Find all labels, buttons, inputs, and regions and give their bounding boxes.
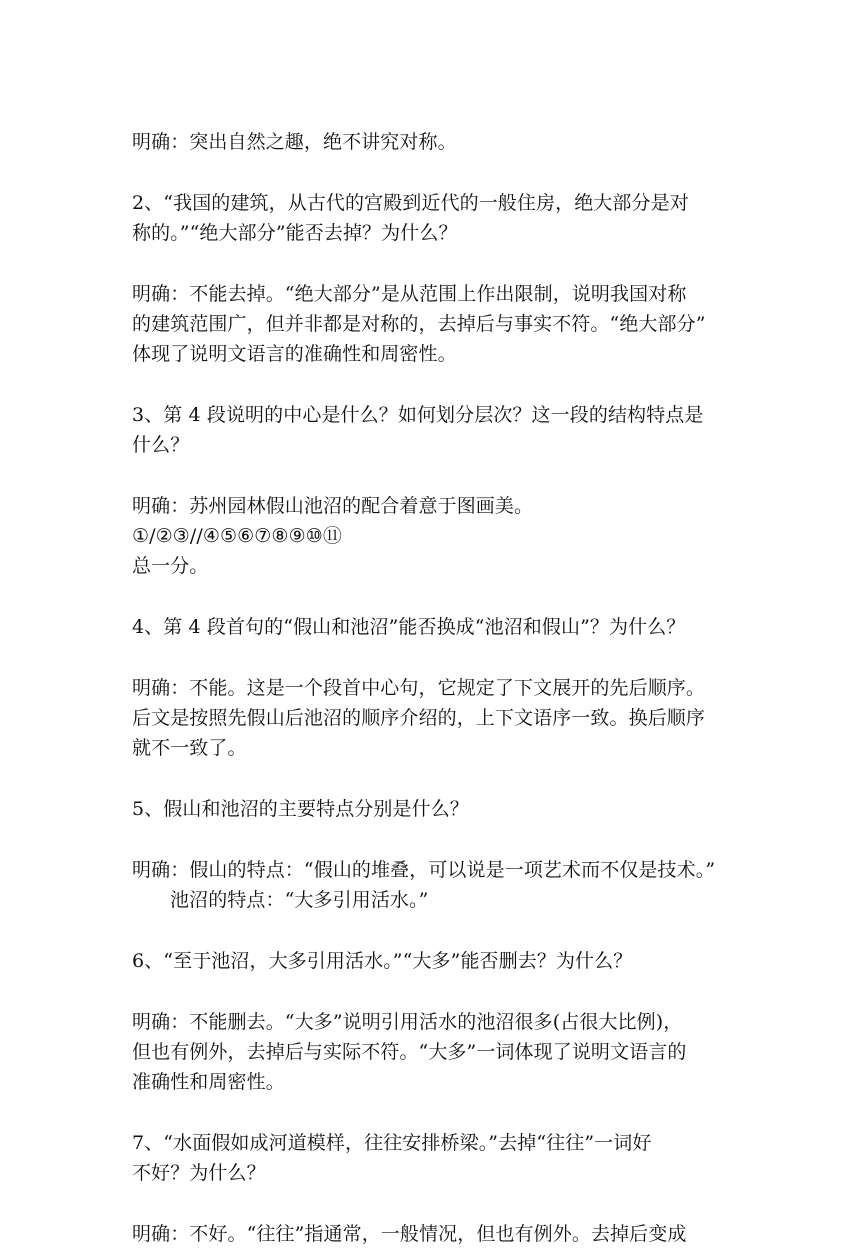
- text-line: 2、“我国的建筑，从古代的宫殿到近代的一般住房，绝大部分是对: [132, 192, 689, 214]
- question-paragraph-2: [132, 188, 730, 248]
- question-paragraph-6: [132, 946, 730, 976]
- text-line: 体现了说明文语言的准确性和周密性。: [132, 343, 457, 365]
- answer-paragraph-5: [132, 855, 730, 915]
- text-line: ①/②③//④⑤⑥⑦⑧⑨⑩⑪: [132, 525, 342, 547]
- paragraph-gap: [132, 824, 730, 855]
- text-line: 但也有例外，去掉后与实际不符。“大多”一词体现了说明文语言的: [132, 1041, 687, 1063]
- answer-paragraph-2: [132, 279, 730, 369]
- answer-paragraph-3: [132, 491, 730, 581]
- paragraph-gap: [132, 581, 730, 612]
- paragraph-gap: [132, 1097, 730, 1128]
- question-paragraph-4: [132, 612, 730, 642]
- text-line: 明确：不能。这是一个段首中心句，它规定了下文展开的先后顺序。: [132, 677, 706, 699]
- text-line: 就不一致了。: [132, 737, 247, 759]
- answer-paragraph-7: [132, 1219, 730, 1249]
- question-paragraph-7: [132, 1128, 730, 1188]
- question-paragraph-5: [132, 794, 730, 824]
- text-line: 明确：假山的特点：“假山的堆叠，可以说是一项艺术而不仅是技术。”: [132, 859, 716, 881]
- text-line: 总一分。: [132, 555, 209, 577]
- paragraph-gap: [132, 248, 730, 279]
- paragraph-gap: [132, 915, 730, 946]
- text-line: 准确性和周密性。: [132, 1071, 285, 1093]
- paragraph-gap: [132, 642, 730, 673]
- text-line: 7、“水面假如成河道模样，往往安排桥梁。”去掉“往往”一词好: [132, 1132, 652, 1154]
- text-line: 6、“至于池沼，大多引用活水。”“大多”能否删去？为什么？: [132, 950, 633, 972]
- paragraph-gap: [132, 460, 730, 491]
- text-line: 5、假山和池沼的主要特点分别是什么？: [132, 798, 469, 820]
- text-line: 明确：不好。“往往”指通常，一般情况，但也有例外。去掉后变成: [132, 1223, 687, 1245]
- paragraph-gap: [132, 369, 730, 400]
- answer-paragraph-1: [132, 127, 730, 157]
- text-line: 池沼的特点：“大多引用活水。”: [170, 889, 429, 911]
- text-line: 明确：苏州园林假山池沼的配合着意于图画美。: [132, 495, 534, 517]
- answer-paragraph-4: [132, 673, 730, 763]
- paragraph-gap: [132, 157, 730, 188]
- question-paragraph-3: [132, 400, 730, 460]
- paragraph-gap: [132, 763, 730, 794]
- text-line: 明确：突出自然之趣，绝不讲究对称。: [132, 131, 457, 153]
- text-line: 不好？为什么？: [132, 1162, 266, 1184]
- paragraph-gap: [132, 976, 730, 1007]
- document-body: [132, 127, 730, 1249]
- paragraph-gap: [132, 1188, 730, 1219]
- text-line: 后文是按照先假山后池沼的顺序介绍的，上下文语序一致。换后顺序: [132, 707, 706, 729]
- text-line: 明确：不能删去。“大多”说明引用活水的池沼很多(占很大比例)，: [132, 1011, 683, 1033]
- text-line: 称的。”“绝大部分”能否去掉？为什么？: [132, 222, 458, 244]
- text-line: 3、第 4 段说明的中心是什么？如何划分层次？这一段的结构特点是: [132, 404, 704, 426]
- text-line: 明确：不能去掉。“绝大部分”是从范围上作出限制，说明我国对称: [132, 283, 687, 305]
- text-line: 的建筑范围广，但并非都是对称的，去掉后与事实不符。“绝大部分”: [132, 313, 706, 335]
- answer-paragraph-6: [132, 1007, 730, 1097]
- text-line: 什么？: [132, 434, 190, 456]
- text-line: 4、第 4 段首句的“假山和池沼”能否换成“池沼和假山”？为什么？: [132, 616, 686, 638]
